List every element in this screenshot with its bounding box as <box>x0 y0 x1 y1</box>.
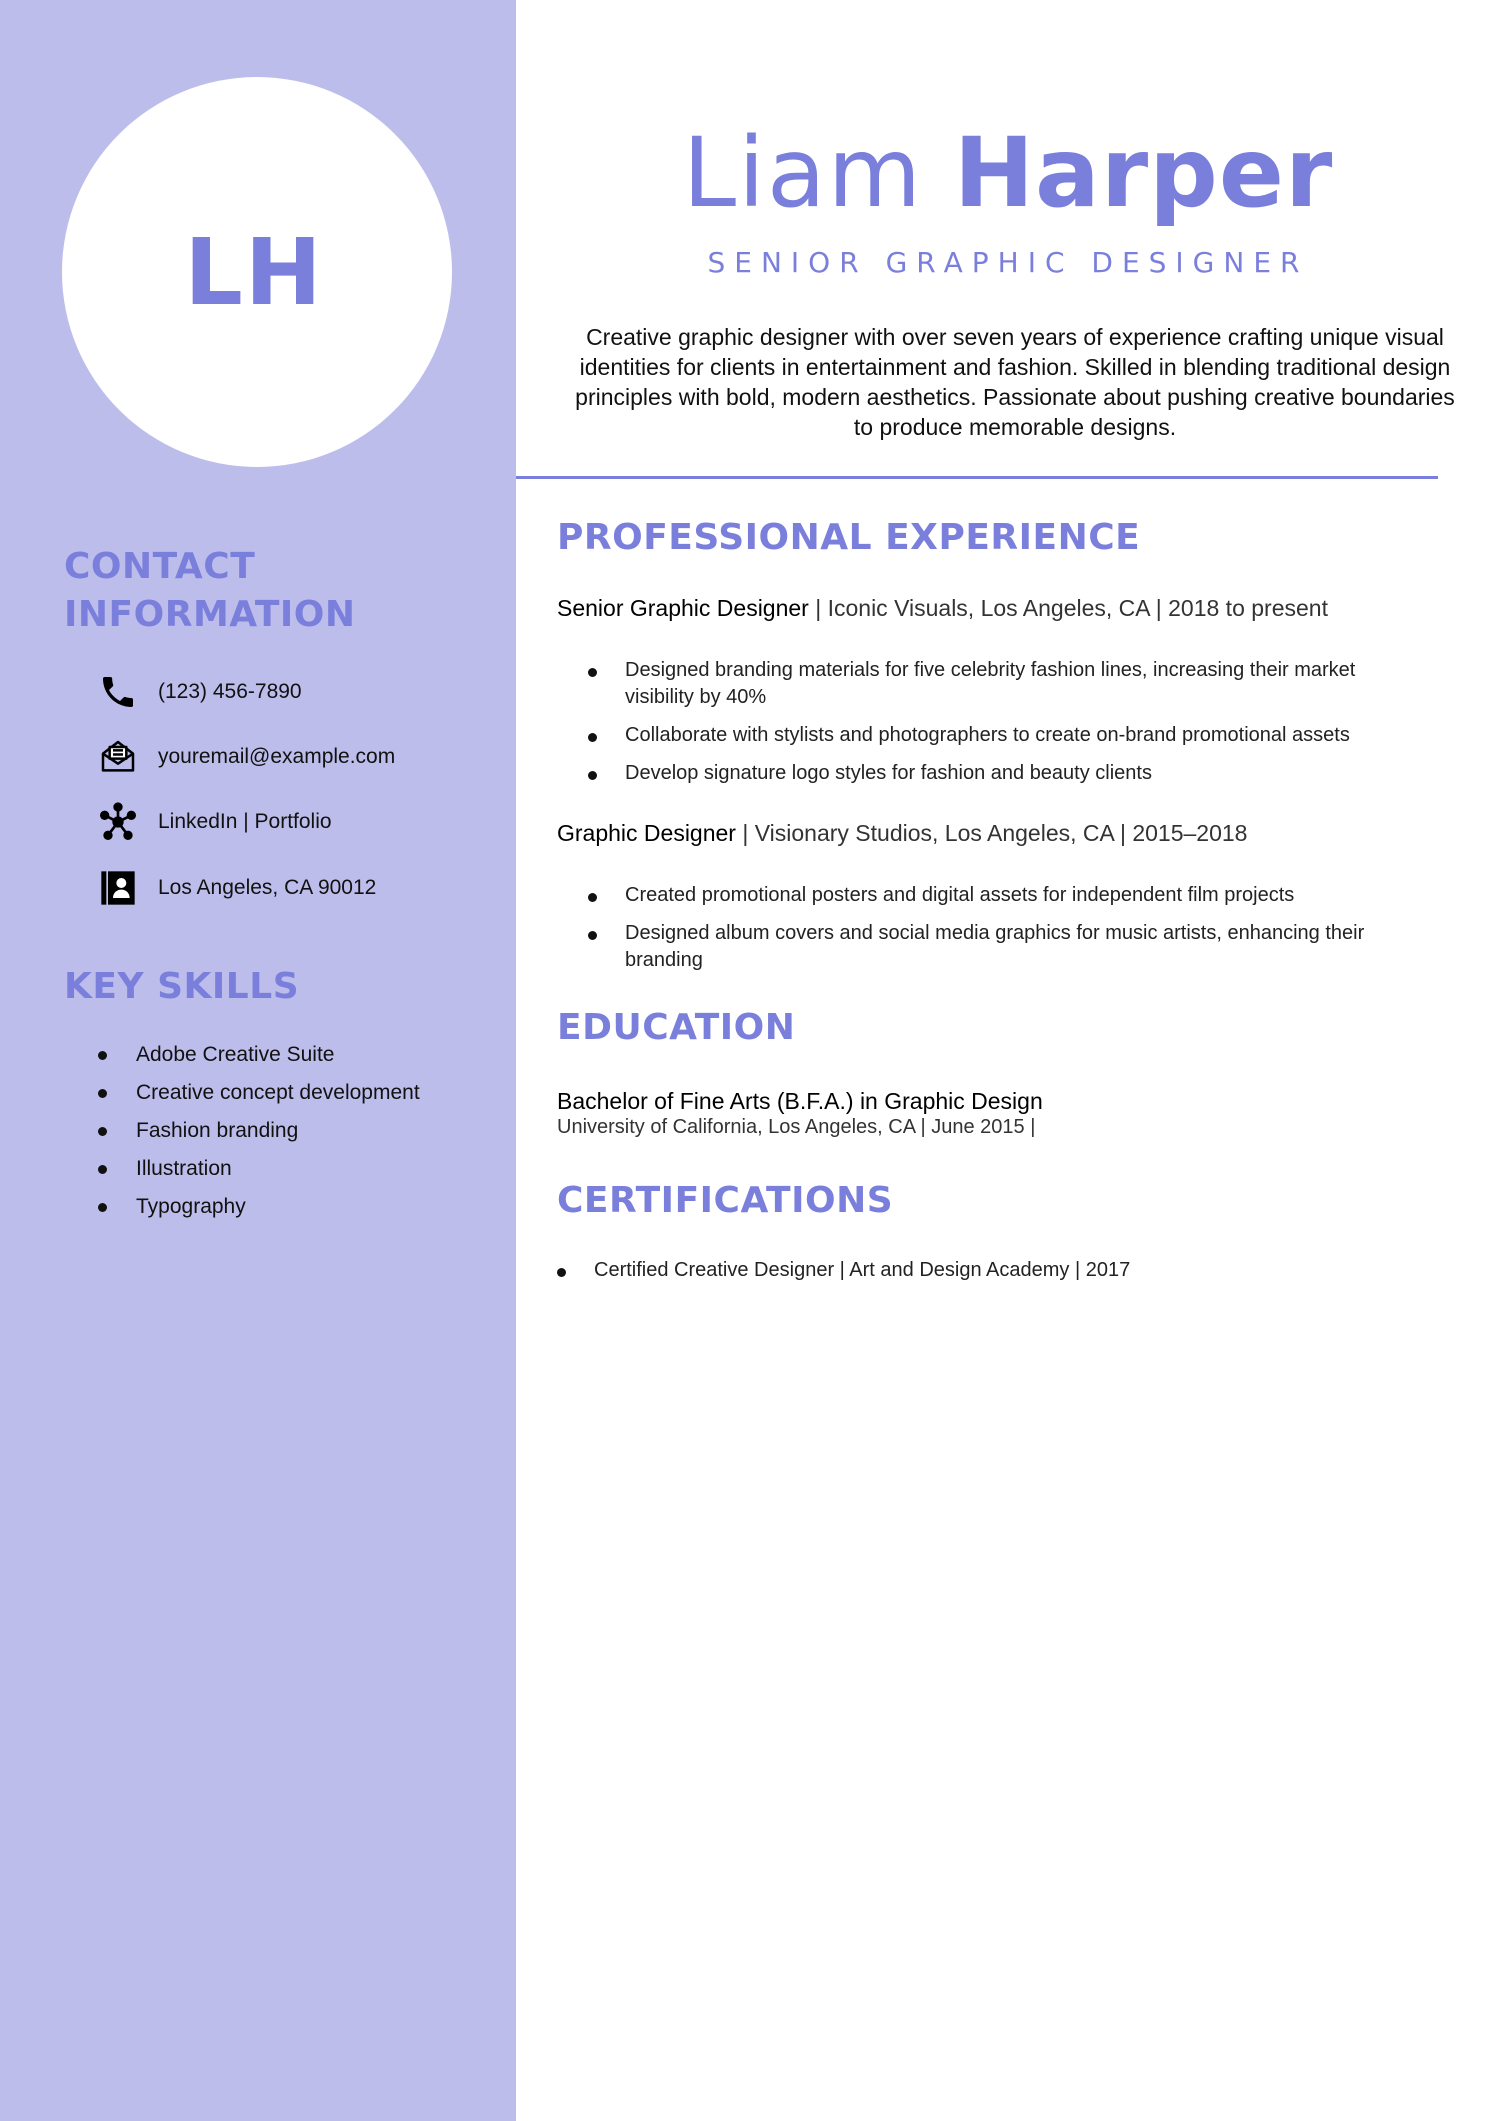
skills-heading: KEY SKILLS <box>64 966 300 1007</box>
last-name: Harper <box>953 117 1334 229</box>
job-bullets <box>591 657 1421 798</box>
degree: Bachelor of Fine Arts (B.F.A.) in Graphic Design <box>557 1088 1043 1114</box>
skills-list <box>96 1036 420 1226</box>
contact-card-icon <box>96 866 140 910</box>
education-heading: EDUCATION <box>557 1007 796 1048</box>
email-text: youremail@example.com <box>158 745 396 768</box>
list-item: Designed branding materials for five celebrity fashion lines, increasing their market visibility by 40% <box>591 657 1421 711</box>
contact-phone <box>96 670 302 714</box>
network-icon <box>96 800 140 844</box>
contact-address <box>96 866 376 910</box>
address-text: Los Angeles, CA 90012 <box>158 876 377 899</box>
phone-text: (123) 456-7890 <box>158 680 302 703</box>
skill-item: Illustration <box>96 1150 420 1188</box>
contact-links <box>96 800 332 844</box>
list-item: Develop signature logo styles for fashion and beauty clients <box>591 760 1421 787</box>
experience-heading: PROFESSIONAL EXPERIENCE <box>557 517 1141 558</box>
skill-item: Adobe Creative Suite <box>96 1036 420 1074</box>
contact-email <box>96 735 395 779</box>
links-text: LinkedIn | Portfolio <box>158 810 332 833</box>
job-header <box>557 595 1328 622</box>
list-item: Designed album covers and social media graphics for music artists, enhancing their branding <box>591 920 1421 974</box>
first-name: Liam <box>682 117 924 229</box>
certifications-list <box>557 1256 1130 1284</box>
job-title: SENIOR GRAPHIC DESIGNER <box>707 246 1309 279</box>
divider <box>516 476 1438 479</box>
certifications-heading: CERTIFICATIONS <box>557 1180 894 1221</box>
sidebar <box>0 0 516 2121</box>
mail-icon <box>96 735 140 779</box>
job-details: | Visionary Studios, Los Angeles, CA | 2015–2018 <box>735 820 1248 846</box>
summary: Creative graphic designer with over seven years of experience crafting unique visual identities for clients in entertainment and fashion. Skilled in blending traditional design principles with bold, modern aesthetics. Passionate about pushing creative boundaries to produce memorable designs. <box>575 324 1455 440</box>
job-role: Senior Graphic Designer <box>557 595 809 621</box>
job-bullets <box>591 882 1421 985</box>
list-item: Collaborate with stylists and photographers to create on-brand promotional assets <box>591 722 1421 749</box>
candidate-name <box>516 108 1500 238</box>
school: University of California, Los Angeles, CA | June 2015 | <box>557 1116 1036 1138</box>
monogram-initials: LH <box>184 218 324 326</box>
skill-item: Fashion branding <box>96 1112 420 1150</box>
phone-icon <box>96 670 140 714</box>
list-item: Created promotional posters and digital assets for independent film projects <box>591 882 1421 909</box>
job-details: | Iconic Visuals, Los Angeles, CA | 2018 to present <box>808 595 1328 621</box>
job-role: Graphic Designer <box>557 820 736 846</box>
skill-item: Creative concept development <box>96 1074 420 1112</box>
job-header <box>557 820 1247 847</box>
skill-item: Typography <box>96 1188 420 1226</box>
contact-heading: CONTACT INFORMATION <box>64 546 356 635</box>
list-item: Certified Creative Designer | Art and Design Academy | 2017 <box>557 1256 1130 1284</box>
monogram-circle <box>62 77 452 467</box>
